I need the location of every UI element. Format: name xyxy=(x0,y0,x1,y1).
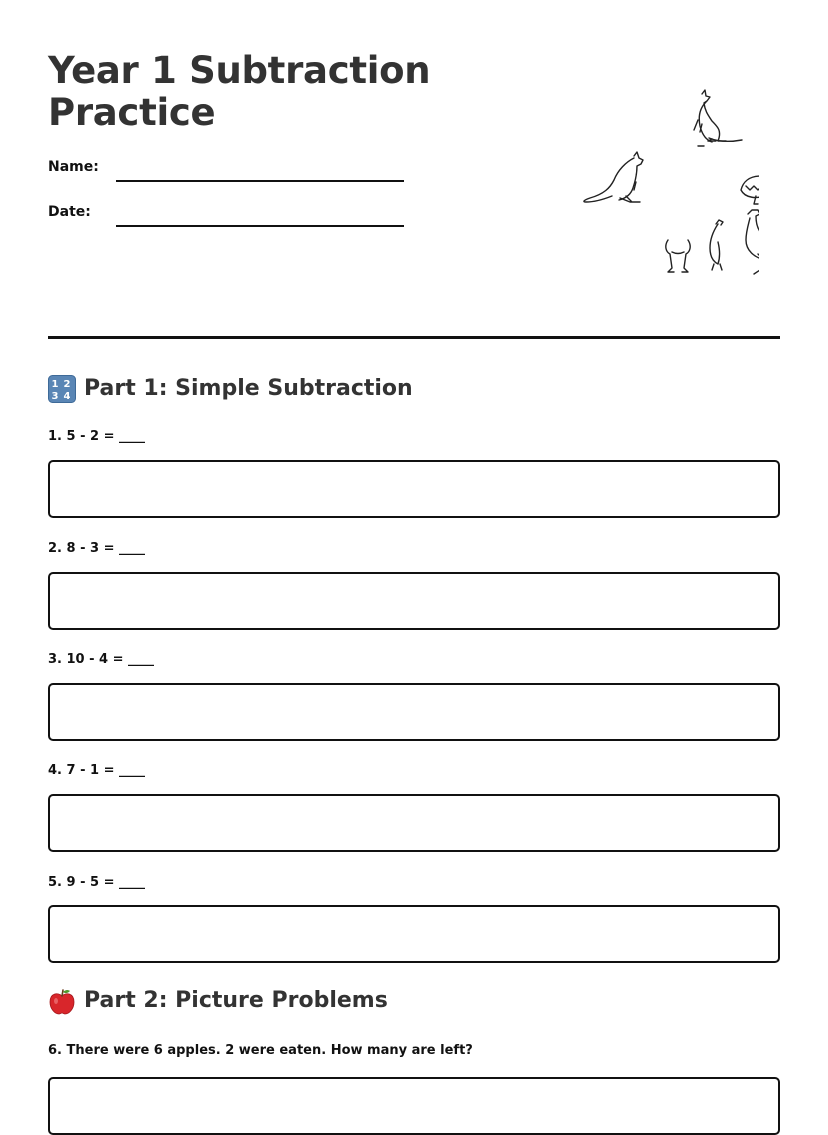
answer-box-5[interactable] xyxy=(48,905,780,963)
svg-text:2: 2 xyxy=(63,379,71,390)
date-field[interactable] xyxy=(48,204,408,228)
date-label: Date: xyxy=(48,204,91,220)
date-line[interactable] xyxy=(116,225,404,227)
numbers-keycap-icon xyxy=(48,375,76,403)
part1-heading-text: Part 1: Simple Subtraction xyxy=(84,376,413,401)
emu-legs-icon xyxy=(666,240,690,272)
name-field[interactable] xyxy=(48,159,408,183)
emu-chick-icon xyxy=(741,164,759,204)
answer-box-3[interactable] xyxy=(48,683,780,741)
question-label: 3. 10 - 4 = ____ xyxy=(48,652,155,667)
answer-box-2[interactable] xyxy=(48,572,780,630)
name-line[interactable] xyxy=(116,180,404,182)
question-label: 6. There were 6 apples. 2 were eaten. How many are left? xyxy=(48,1043,473,1058)
australian-animals-illustration xyxy=(534,86,759,282)
part2-heading-text: Part 2: Picture Problems xyxy=(84,988,388,1013)
svg-text:1: 1 xyxy=(51,379,59,390)
section-divider xyxy=(48,336,780,339)
kangaroo-icon xyxy=(694,90,742,146)
question-label: 2. 8 - 3 = ____ xyxy=(48,541,145,556)
emu-icon xyxy=(746,210,759,274)
question-label: 5. 9 - 5 = ____ xyxy=(48,875,145,890)
svg-text:4: 4 xyxy=(63,391,71,402)
question-label: 4. 7 - 1 = ____ xyxy=(48,763,145,778)
answer-box-4[interactable] xyxy=(48,794,780,852)
svg-text:3: 3 xyxy=(51,391,59,402)
bird-icon xyxy=(710,220,723,270)
question-label: 1. 5 - 2 = ____ xyxy=(48,429,145,444)
wallaby-icon xyxy=(584,152,643,202)
name-label: Name: xyxy=(48,159,99,175)
worksheet-title: Year 1 Subtraction Practice xyxy=(48,49,431,134)
answer-box-1[interactable] xyxy=(48,460,780,518)
answer-box-6[interactable] xyxy=(48,1077,780,1135)
part1-heading xyxy=(48,374,413,404)
part2-heading xyxy=(48,986,388,1016)
red-apple-icon xyxy=(48,987,76,1015)
